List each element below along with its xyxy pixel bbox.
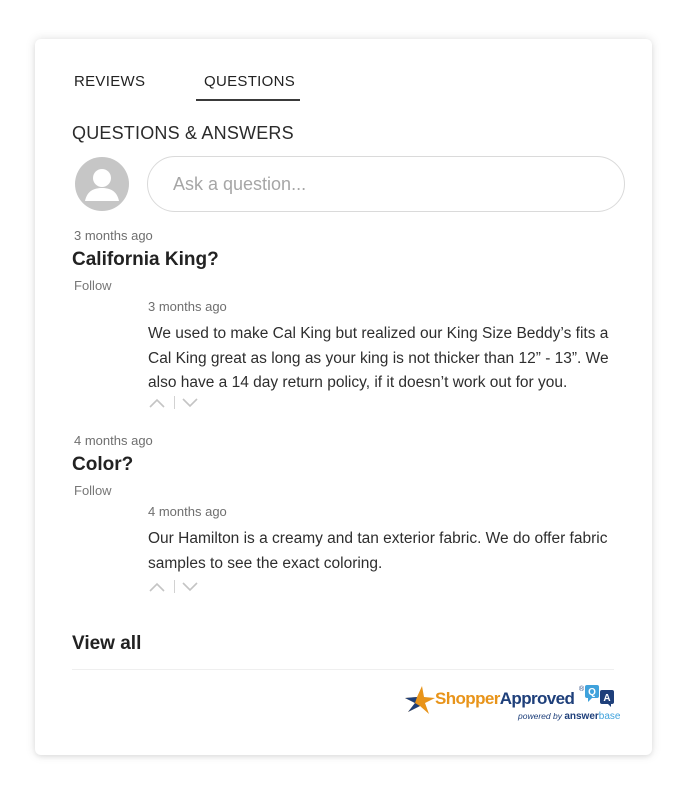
follow-link[interactable]: Follow [74, 483, 112, 498]
vote-controls [148, 395, 208, 411]
vote-separator [174, 580, 175, 593]
user-silhouette-icon [75, 157, 129, 211]
tab-reviews[interactable]: REVIEWS [74, 73, 146, 90]
base-wordmark: base [598, 711, 621, 722]
downvote-icon[interactable] [181, 395, 199, 411]
section-title: QUESTIONS & ANSWERS [72, 123, 294, 143]
powered-by-text: powered by [518, 711, 562, 721]
star-logo-icon [403, 684, 437, 716]
shopper-approved-logo[interactable] [403, 684, 621, 724]
qa-bubbles-icon [584, 684, 616, 708]
svg-text:A: A [603, 693, 611, 704]
qa-widget-card [35, 39, 652, 755]
registered-mark: ® [579, 686, 585, 693]
upvote-icon[interactable] [148, 395, 166, 411]
answer-text: We used to make Cal King but realized our King Size Beddy’s fits a Cal King great as long as your king is not thicker than 12” - 13”. We also have a 14 day return policy, if it doesn’t work out for you. [148, 325, 609, 391]
tab-questions[interactable]: QUESTIONS [204, 73, 296, 90]
svg-text:Q: Q [588, 687, 596, 698]
answer-wordmark: answer [564, 711, 599, 722]
powered-by-answerbase [518, 711, 620, 722]
question-timestamp: 4 months ago [74, 433, 153, 448]
question-title: California King? [72, 249, 219, 270]
brand-shopper-text: Shopper [435, 689, 500, 708]
active-tab-underline [196, 99, 300, 101]
avatar [75, 157, 129, 211]
brand-approved-text: Approved [499, 689, 575, 708]
answer-timestamp: 4 months ago [148, 504, 227, 519]
answer-text: Our Hamilton is a creamy and tan exterior fabric. We do offer fabric samples to see the exact coloring. [148, 530, 608, 572]
question-title: Color? [72, 454, 134, 475]
view-all-link[interactable]: View all [72, 633, 142, 654]
ask-question-input[interactable] [147, 156, 625, 212]
divider [72, 669, 614, 670]
follow-link[interactable]: Follow [74, 278, 112, 293]
answer-timestamp: 3 months ago [148, 299, 227, 314]
downvote-icon[interactable] [181, 579, 199, 595]
question-timestamp: 3 months ago [74, 228, 153, 243]
brand-wordmark [435, 689, 574, 709]
vote-separator [174, 396, 175, 409]
upvote-icon[interactable] [148, 579, 166, 595]
vote-controls [148, 579, 208, 595]
